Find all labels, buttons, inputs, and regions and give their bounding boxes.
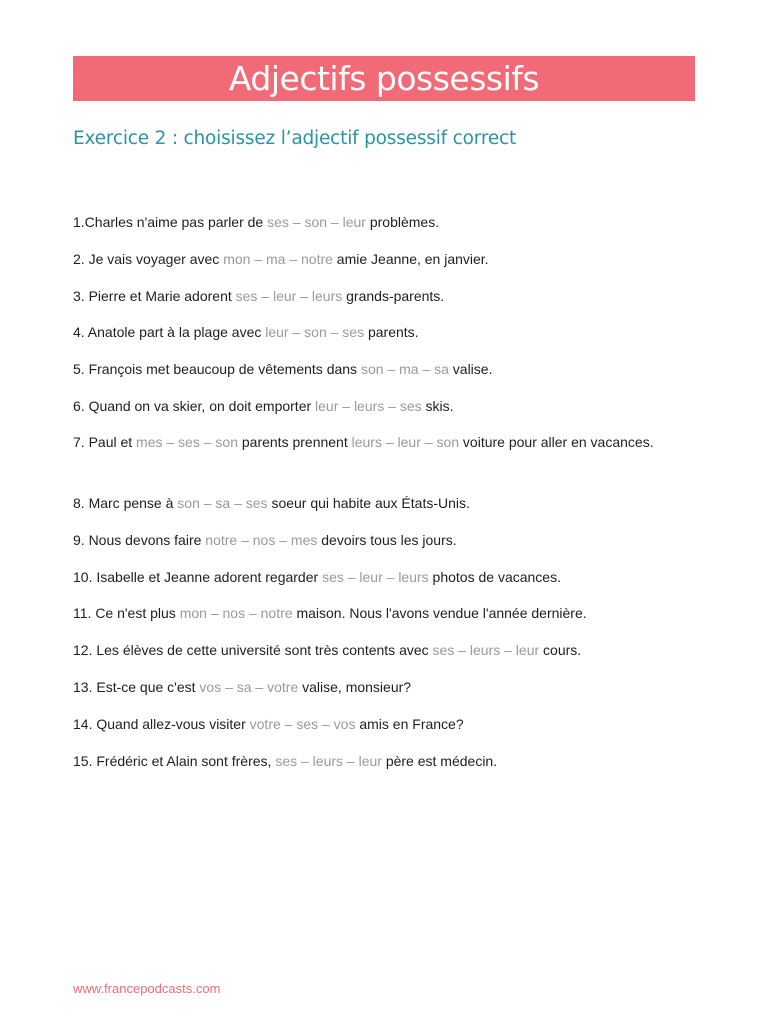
exercise-item (73, 320, 673, 344)
exercise-item (73, 565, 673, 589)
answer-options: son – sa – ses (177, 495, 268, 511)
sentence-text: devoirs tous les jours. (317, 532, 457, 548)
sentence-text: 11. Ce n'est plus (73, 605, 180, 621)
answer-options: ses – leur – leurs (322, 569, 429, 585)
sentence-text: valise, monsieur? (298, 679, 412, 695)
sentence-text: soeur qui habite aux États-Unis. (267, 495, 470, 511)
footer-website-link[interactable]: www.francepodcasts.com (73, 981, 221, 996)
sentence-text: 1.Charles n'aime pas parler de (73, 214, 268, 230)
answer-options: son – ma – sa (360, 361, 449, 377)
title-banner (73, 56, 695, 101)
sentence-text: 14. Quand allez-vous visiter (73, 716, 250, 732)
answer-options: leur – leurs – ses (315, 398, 422, 414)
answer-options: ses – son – leur (267, 214, 366, 230)
sentence-text: skis. (421, 398, 454, 414)
exercise-item (73, 528, 673, 552)
sentence-text: père est médecin. (381, 753, 498, 769)
sentence-text: cours. (539, 642, 582, 658)
exercise-item (73, 638, 673, 662)
sentence-text: 15. Frédéric et Alain sont frères, (73, 753, 276, 769)
exercise-item (73, 210, 673, 234)
exercise-item (73, 430, 673, 454)
sentence-text: 6. Quand on va skier, on doit emporter (73, 398, 316, 414)
answer-options: notre – nos – mes (205, 532, 318, 548)
sentence-text: valise. (448, 361, 493, 377)
sentence-text: maison. Nous l'avons vendue l'année dernière. (292, 605, 587, 621)
answer-options: vos – sa – votre (199, 679, 299, 695)
exercise-item (73, 749, 673, 773)
sentence-text: amis en France? (355, 716, 464, 732)
answer-options: ses – leurs – leur (275, 753, 382, 769)
sentence-text: 5. François met beaucoup de vêtements dans (73, 361, 361, 377)
sentence-text: 13. Est-ce que c'est (73, 679, 200, 695)
sentence-text: 3. Pierre et Marie adorent (73, 288, 236, 304)
answer-options: mon – nos – notre (179, 605, 293, 621)
sentence-text: 7. Paul et (73, 434, 137, 450)
sentence-text: voiture pour aller en vacances. (459, 434, 654, 450)
exercise-item (73, 601, 673, 625)
sentence-text: 8. Marc pense à (73, 495, 178, 511)
sentence-text: photos de vacances. (428, 569, 561, 585)
exercise-item (73, 675, 673, 699)
answer-options: ses – leur – leurs (235, 288, 343, 304)
exercise-item (73, 491, 673, 515)
page-title: Adjectifs possessifs (228, 59, 540, 98)
exercise-item (73, 284, 673, 308)
sentence-text: 2. Je vais voyager avec (73, 251, 224, 267)
sentence-text: 4. Anatole part à la plage avec (73, 324, 266, 340)
sentence-text: grands-parents. (342, 288, 445, 304)
exercise-item (73, 357, 673, 381)
answer-options: votre – ses – vos (249, 716, 356, 732)
answer-options: mon – ma – notre (223, 251, 333, 267)
answer-options: ses – leurs – leur (432, 642, 540, 658)
exercise-item (73, 394, 673, 418)
answer-options: mes – ses – son (136, 434, 238, 450)
sentence-text: 12. Les élèves de cette université sont très contents avec (73, 642, 433, 658)
sentence-text: parents prennent (237, 434, 352, 450)
exercise-item (73, 712, 673, 736)
sentence-text: 10. Isabelle et Jeanne adorent regarder (73, 569, 323, 585)
exercise-subtitle: Exercice 2 : choisissez l’adjectif possessif correct (73, 128, 517, 149)
sentence-text: problèmes. (365, 214, 440, 230)
sentence-text: 9. Nous devons faire (73, 532, 206, 548)
sentence-text: amie Jeanne, en janvier. (332, 251, 489, 267)
sentence-text: parents. (364, 324, 419, 340)
answer-options: leur – son – ses (265, 324, 365, 340)
exercise-item (73, 247, 673, 271)
answer-options: leurs – leur – son (351, 434, 460, 450)
